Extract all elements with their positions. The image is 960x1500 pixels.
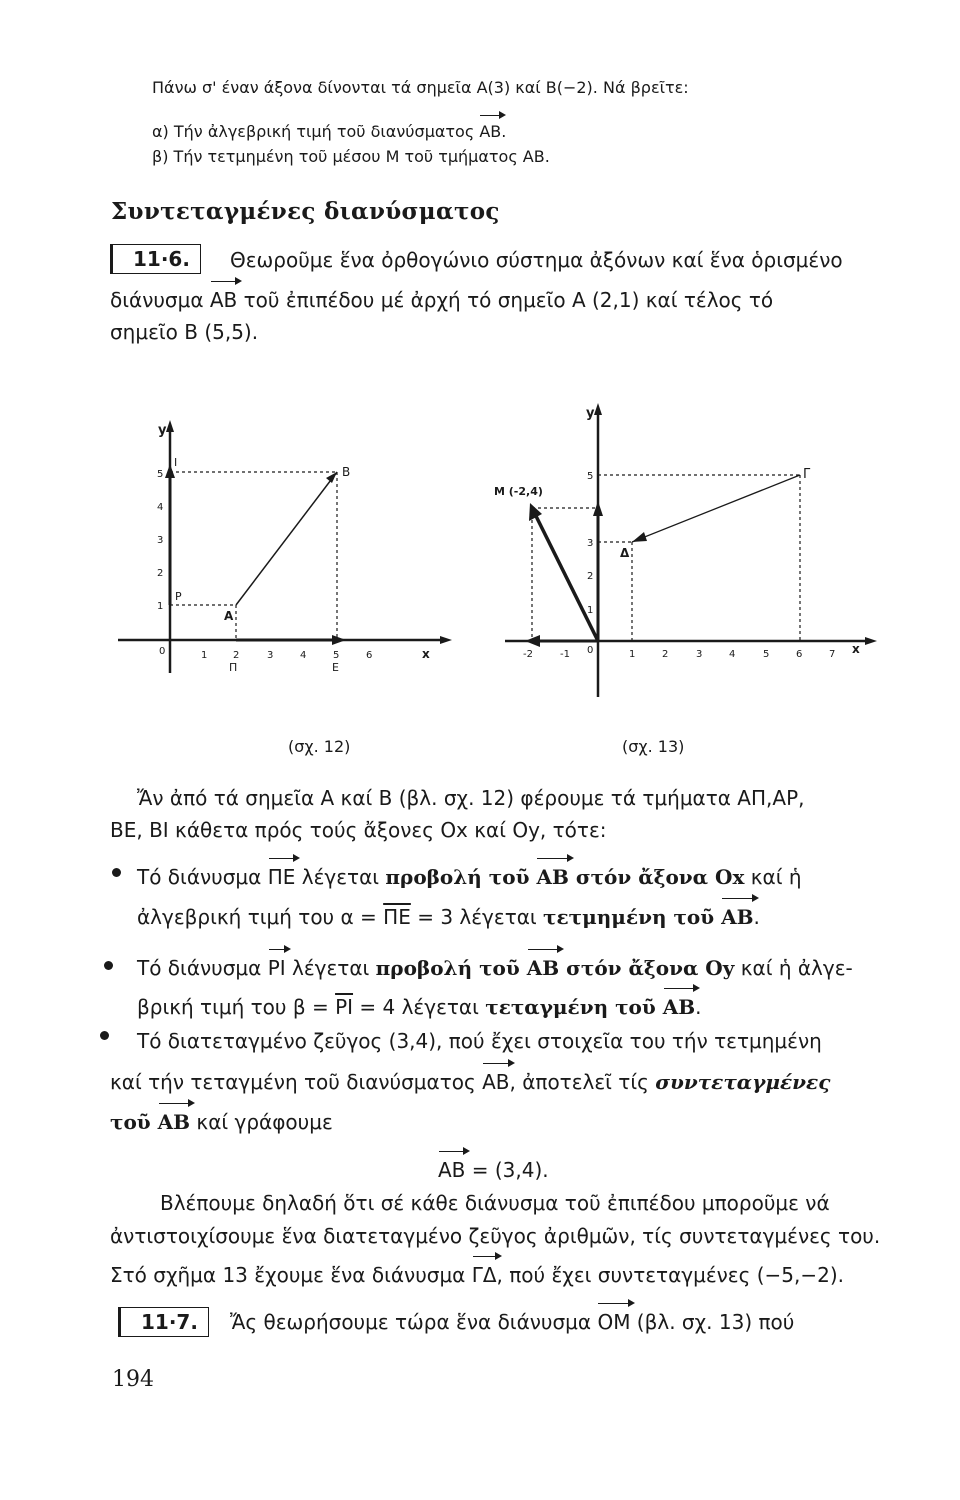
fig12-y-tick: 3: [157, 535, 164, 546]
equation-ab: ΑΒ = (3,4).: [438, 1158, 549, 1182]
fig13-y-tick: 3: [587, 538, 594, 549]
s117-text: Ἄς θεωρήσουμε τώρα ἕνα διάνυσμα ΟΜ (βλ. σχ. 13) πού: [230, 1310, 795, 1334]
figure-12-caption: (σχ. 12): [288, 737, 351, 756]
exercise-intro: Πάνω σ' έναν άξονα δίνονται τά σημεῖα Α(3) καί Β(−2). Νά βρεῖτε:: [152, 78, 689, 97]
para-1-line-2: ΒΕ, ΒΙ κάθετα πρός τούς ἄξονες Οx καί Οy, τότε:: [110, 818, 607, 842]
fig13-x-tick: 4: [729, 649, 736, 660]
fig13-x-axis-label: x: [852, 642, 860, 656]
fig12-label-E: Ε: [332, 661, 339, 674]
fig12-y-tick: 4: [157, 502, 164, 513]
fig12-x-axis-label: x: [422, 647, 430, 661]
fig13-x-tick: 6: [796, 649, 803, 660]
fig12-x-tick: 0: [159, 646, 166, 657]
bullet-3-line-3: τοῦ ΑΒ καί γράφουμε: [110, 1110, 333, 1134]
exercise-item-a: α) Τήν ἀλγεβρική τιμή τοῦ διανύσματος ΑΒ.: [152, 122, 507, 141]
s116-line2: διάνυσμα ΑΒ τοῦ ἐπιπέδου μέ ἀρχή τό σημεῖο Α (2,1) καί τέλος τό: [110, 288, 774, 312]
fig12-label-Pi: Π: [229, 661, 238, 674]
fig12-x-tick: 1: [201, 650, 208, 661]
fig13-label-M: Μ (-2,4): [494, 485, 543, 498]
bullet-3-line-1: Τό διατεταγμένο ζεῦγος (3,4), πού ἔχει στοιχεῖα του τήν τετμημένη: [137, 1029, 822, 1053]
section-heading: Συντεταγμένες διανύσματος: [111, 198, 500, 225]
fig13-x-tick: -2: [523, 649, 533, 660]
fig12-x-tick: 3: [267, 650, 274, 661]
fig13-y-axis-label: y: [586, 406, 595, 421]
fig13-y-tick: 1: [587, 605, 594, 616]
bullet-icon: [100, 1031, 109, 1040]
bullet-1-line-2: ἀλγεβρική τιμή του $\alpha = \overline{\Pi E} = 3$ λέγεται τετμημένη τοῦ ΑΒ.: [137, 905, 760, 929]
para-2-line-3: Στό σχῆμα 13 ἔχουμε ἕνα διάνυσμα ΓΔ, πού ἔχει συντεταγμένες (−5,−2).: [110, 1263, 844, 1287]
s116-line1: Θεωροῦμε ἕνα ὀρθογώνιο σύστημα ἀξόνων καί ἕνα ὁρισμένο: [230, 248, 843, 272]
fig13-y-tick: 5: [587, 471, 594, 482]
fig13-x-tick: 0: [587, 645, 594, 656]
bullet-2-line-1: Τό διάνυσμα ΡΙ λέγεται προβολή τοῦ ΑΒ στόν ἄξονα Οy καί ἡ ἀλγε-: [137, 956, 853, 980]
fig12-label-P: Ρ: [175, 590, 182, 603]
section-number-11-6: 11·6.: [110, 244, 201, 274]
exercise-item-b: β) Τήν τετμημένη τοῦ μέσου Μ τοῦ τμήματος ΑΒ.: [152, 147, 550, 166]
section-number-11-7: 11·7.: [118, 1307, 209, 1337]
fig13-x-tick: 7: [829, 649, 836, 660]
bullet-icon: [112, 868, 121, 877]
page-number: 194: [112, 1367, 154, 1392]
figure-12: [110, 408, 455, 688]
bullet-icon: [104, 961, 113, 970]
figure-13-caption: (σχ. 13): [622, 737, 685, 756]
bullet-3-line-2: καί τήν τεταγμένη τοῦ διανύσματος ΑΒ, ἀποτελεῖ τίς συντεταγμένες: [110, 1070, 831, 1094]
fig12-x-tick: 6: [366, 650, 373, 661]
fig13-label-Gamma: Γ: [803, 467, 811, 482]
fig12-y-tick: 5: [157, 469, 164, 480]
fig13-label-Delta: Δ: [620, 546, 630, 560]
para-2-line-2: ἀντιστοιχίσουμε ἕνα διατεταγμένο ζεῦγος ἀριθμῶν, τίς συντεταγμένες του.: [110, 1224, 881, 1248]
fig12-label-B: Β: [342, 465, 351, 479]
fig12-y-tick: 2: [157, 568, 164, 579]
fig13-x-tick: -1: [560, 649, 570, 660]
fig13-x-tick: 2: [662, 649, 669, 660]
bullet-1-line-1: Τό διάνυσμα ΠΕ λέγεται προβολή τοῦ ΑΒ στόν ἄξονα Οx καί ἡ: [137, 865, 802, 889]
fig13-y-tick: 2: [587, 571, 594, 582]
bullet-2-line-2: βρική τιμή του $\beta = \overline{PI} = 4$ λέγεται τεταγμένη τοῦ ΑΒ.: [137, 995, 702, 1019]
fig12-y-tick: 1: [157, 601, 164, 612]
fig12-label-I: Ι: [174, 456, 178, 469]
figure-13: [490, 395, 880, 700]
fig12-x-tick: 5: [333, 650, 340, 661]
fig12-x-tick: 4: [300, 650, 307, 661]
para-1-line-1: Ἄν ἀπό τά σημεῖα Α καί Β (βλ. σχ. 12) φέρουμε τά τμήματα ΑΠ,ΑΡ,: [137, 786, 805, 810]
s116-line3: σημεῖο Β (5,5).: [110, 320, 259, 344]
fig12-x-tick: 2: [233, 650, 240, 661]
fig12-y-axis-label: y: [158, 423, 167, 438]
fig12-label-A: Α: [224, 609, 234, 623]
fig13-x-tick: 3: [696, 649, 703, 660]
para-2-line-1: Βλέπουμε δηλαδή ὅτι σέ κάθε διάνυσμα τοῦ ἐπιπέδου μποροῦμε νά: [160, 1191, 830, 1215]
fig13-x-tick: 5: [763, 649, 770, 660]
fig13-x-tick: 1: [629, 649, 636, 660]
